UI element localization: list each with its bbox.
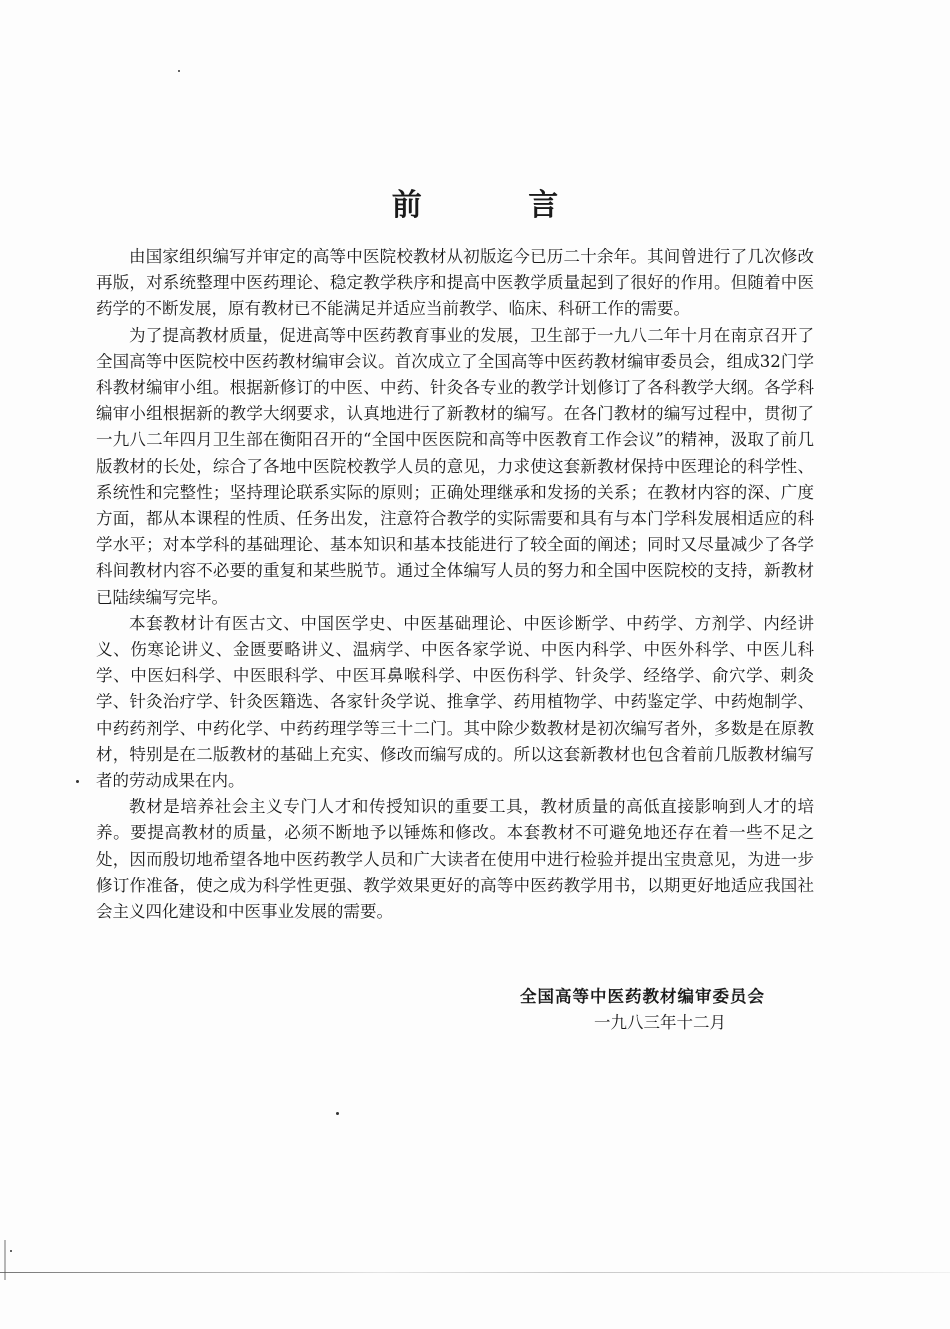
page-title: 前 言: [391, 188, 607, 223]
scan-edge-mark: [4, 1240, 6, 1280]
paragraph-4: 教材是培养社会主义专门人才和传授知识的重要工具，教材质量的高低直接影响到人才的培养。要提高教材的质量，必须不断地予以锤炼和修改。本套教材不可避免地还存在着一些不足之处，因而殷切地希望各地中医药教学人员和广大读者在使用中进行检验并提出宝贵意见，为进一步修订作准备，使之成为科学性更强、教学效果更好的高等中医药教学用书，以期更好地适应我国社会主义四化建设和中医事业发展的需要。: [96, 797, 814, 922]
scan-speck: [178, 70, 180, 72]
scan-speck: [10, 1250, 12, 1252]
signature-block: [500, 984, 820, 1036]
paragraph-2: 为了提高教材质量，促进高等中医药教育事业的发展，卫生部于一九八二年十月在南京召开了全国高等中医院校中医药教材编审会议。首次成立了全国高等中医药教材编审委员会，组成32门学科教材编审小组。根据新修订的中医、中药、针灸各专业的教学计划修订了各科教学大纲。各学科编审小组根据新的教学大纲要求，认真地进行了新教材的编写。在各门教材的编写过程中，贯彻了一九八二年四月卫生部在衡阳召开的“全国中医医院和高等中医教育工作会议”的精神，汲取了前几版教材的长处，综合了各地中医院校教学人员的意见，力求使这套新教材保持中医理论的科学性、系统性和完整性；坚持理论联系实际的原则；正确处理继承和发扬的关系；在教材内容的深、广度方面，都从本课程的性质、任务出发，注意符合教学的实际需要和具有与本门学科发展相适应的科学水平；对本学科的基础理论、基本知识和基本技能进行了较全面的阐述；同时又尽量减少了各学科间教材内容不必要的重复和某些脱节。通过全体编写人员的努力和全国中医院校的支持，新教材已陆续编写完毕。: [96, 325, 814, 607]
signature-organization: 全国高等中医药教材编审委员会: [520, 987, 765, 1006]
paragraph-1: 由国家组织编写并审定的高等中医院校教材从初版迄今已历二十余年。其间曾进行了几次修改再版，对系统整理中医药理论、稳定教学秩序和提高中医教学质量起到了很好的作用。但随着中医药学的不断发展，原有教材已不能满足并适应当前教学、临床、科研工作的需要。: [96, 247, 814, 319]
scan-speck: [76, 780, 79, 783]
preface-body: [96, 244, 814, 925]
signature-date: 一九八三年十二月: [594, 1013, 726, 1032]
scan-edge-line: [0, 1272, 950, 1273]
paragraph-3: 本套教材计有医古文、中国医学史、中医基础理论、中医诊断学、中药学、方剂学、内经讲义、伤寒论讲义、金匮要略讲义、温病学、中医各家学说、中医内科学、中医外科学、中医儿科学、中医妇科学、中医眼科学、中医耳鼻喉科学、中医伤科学、针灸学、经络学、俞穴学、刺灸学、针灸治疗学、针灸医籍选、各家针灸学说、推拿学、药用植物学、中药鉴定学、中药炮制学、中药药剂学、中药化学、中药药理学等三十二门。其中除少数教材是初次编写者外，多数是在原教材，特别是在二版教材的基础上充实、修改而编写成的。所以这套新教材也包含着前几版教材编写者的劳动成果在内。: [96, 613, 814, 791]
scan-speck: [336, 1112, 339, 1115]
